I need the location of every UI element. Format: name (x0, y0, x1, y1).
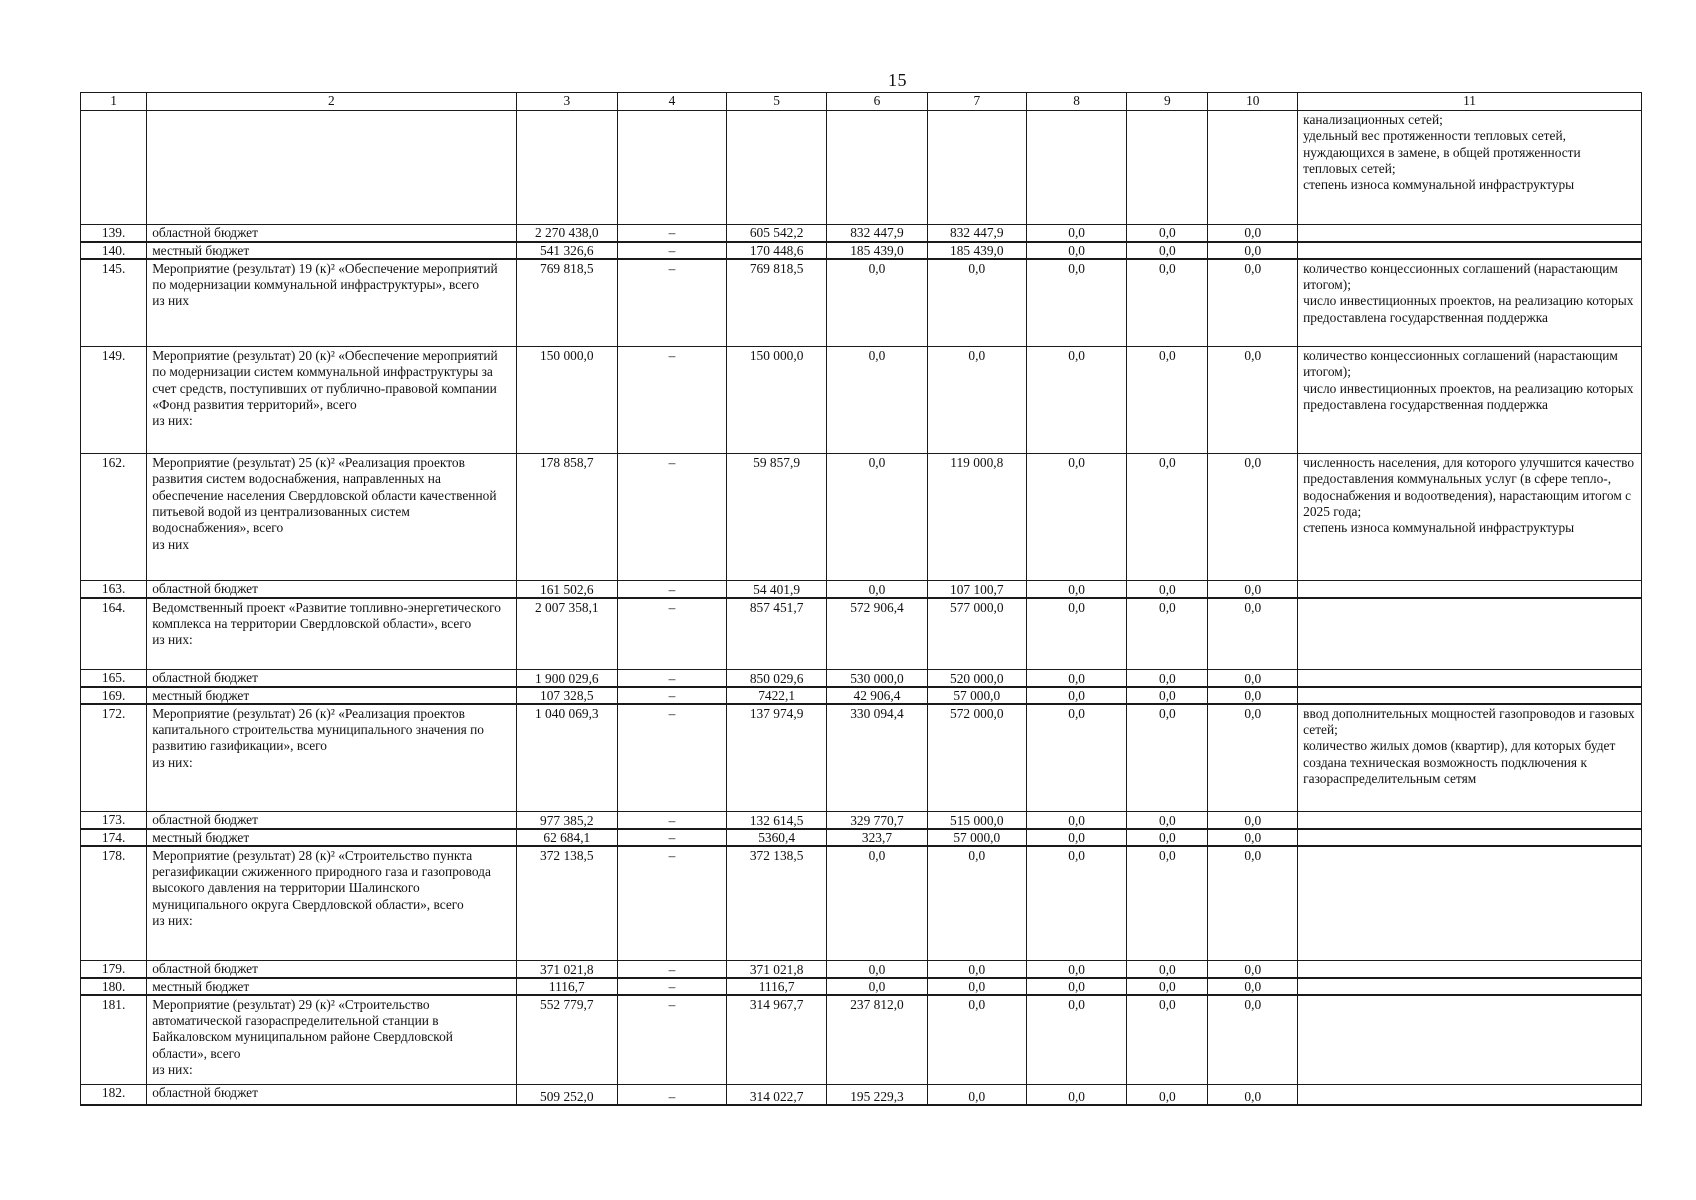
item-name: Ведомственный проект «Развитие топливно-энергетического комплекса на территории Свердловской области», всего из них: (147, 598, 516, 670)
amount-col-10: 0,0 (1208, 581, 1298, 598)
target-indicators (1298, 225, 1642, 242)
amount-col-8: 0,0 (1026, 225, 1126, 242)
budget-table (80, 92, 1642, 1106)
table-body (81, 111, 1642, 1105)
row-number: 164. (81, 598, 147, 670)
amount-col-4: – (618, 259, 727, 347)
page-number: 15 (888, 70, 907, 90)
amount-col-10: 0,0 (1208, 1085, 1298, 1105)
amount-col-6: 237 812,0 (827, 995, 927, 1085)
amount-col-7: 0,0 (927, 347, 1026, 454)
table-row (81, 978, 1642, 995)
amount-col-10: 0,0 (1208, 829, 1298, 846)
row-number: 182. (81, 1085, 147, 1105)
item-name: Мероприятие (результат) 28 (к)² «Строительство пункта регазификации сжиженного природного газа и газопровода высокого давления на территории Шалинского муниципального округа Свердловской области», всего из них: (147, 846, 516, 961)
column-header: 5 (726, 93, 826, 111)
amount-col-4: – (618, 670, 727, 687)
target-indicators (1298, 598, 1642, 670)
amount-col-5: 371 021,8 (726, 961, 826, 978)
amount-col-9: 0,0 (1127, 687, 1208, 704)
row-number: 172. (81, 704, 147, 812)
amount-col-5: 54 401,9 (726, 581, 826, 598)
row-number: 181. (81, 995, 147, 1085)
total-amount: 161 502,6 (516, 581, 617, 598)
target-indicators (1298, 670, 1642, 687)
amount-col-9: 0,0 (1127, 454, 1208, 581)
target-indicators (1298, 242, 1642, 259)
amount-col-4 (618, 111, 727, 225)
item-name: областной бюджет (147, 581, 516, 598)
row-number: 169. (81, 687, 147, 704)
target-indicators (1298, 846, 1642, 961)
amount-col-5: 1116,7 (726, 978, 826, 995)
amount-col-4: – (618, 961, 727, 978)
item-name: Мероприятие (результат) 29 (к)² «Строительство автоматической газораспределительной станции в Байкаловском муниципальном районе Свердловской области», всего из них: (147, 995, 516, 1085)
amount-col-4: – (618, 225, 727, 242)
amount-col-6 (827, 111, 927, 225)
target-indicators (1298, 812, 1642, 829)
amount-col-5: 850 029,6 (726, 670, 826, 687)
amount-col-6: 323,7 (827, 829, 927, 846)
row-number: 179. (81, 961, 147, 978)
amount-col-9: 0,0 (1127, 581, 1208, 598)
row-number: 140. (81, 242, 147, 259)
amount-col-9: 0,0 (1127, 812, 1208, 829)
amount-col-6: 0,0 (827, 581, 927, 598)
item-name: областной бюджет (147, 961, 516, 978)
amount-col-7: 185 439,0 (927, 242, 1026, 259)
amount-col-8: 0,0 (1026, 581, 1126, 598)
amount-col-6: 832 447,9 (827, 225, 927, 242)
amount-col-6: 195 229,3 (827, 1085, 927, 1105)
row-number: 178. (81, 846, 147, 961)
amount-col-7: 107 100,7 (927, 581, 1026, 598)
amount-col-5: 59 857,9 (726, 454, 826, 581)
amount-col-4: – (618, 598, 727, 670)
table-row (81, 581, 1642, 598)
amount-col-10: 0,0 (1208, 995, 1298, 1085)
amount-col-10: 0,0 (1208, 978, 1298, 995)
target-indicators: канализационных сетей; удельный вес протяженности тепловых сетей, нуждающихся в замене, в общей протяженности тепловых сетей; степень износа коммунальной инфраструктуры (1298, 111, 1642, 225)
amount-col-6: 42 906,4 (827, 687, 927, 704)
amount-col-8 (1026, 111, 1126, 225)
amount-col-5: 314 022,7 (726, 1085, 826, 1105)
amount-col-10: 0,0 (1208, 598, 1298, 670)
amount-col-7: 572 000,0 (927, 704, 1026, 812)
table-row (81, 829, 1642, 846)
table-row (81, 995, 1642, 1085)
amount-col-7: 0,0 (927, 978, 1026, 995)
target-indicators (1298, 978, 1642, 995)
amount-col-9: 0,0 (1127, 242, 1208, 259)
row-number: 165. (81, 670, 147, 687)
amount-col-9 (1127, 111, 1208, 225)
amount-col-4: – (618, 995, 727, 1085)
amount-col-9: 0,0 (1127, 598, 1208, 670)
amount-col-8: 0,0 (1026, 454, 1126, 581)
target-indicators: количество концессионных соглашений (нарастающим итогом); число инвестиционных проектов, на реализацию которых предоставлена государственная поддержка (1298, 259, 1642, 347)
amount-col-9: 0,0 (1127, 961, 1208, 978)
total-amount: 371 021,8 (516, 961, 617, 978)
item-name: областной бюджет (147, 812, 516, 829)
amount-col-10: 0,0 (1208, 812, 1298, 829)
amount-col-10: 0,0 (1208, 704, 1298, 812)
table-row (81, 347, 1642, 454)
amount-col-8: 0,0 (1026, 347, 1126, 454)
amount-col-10: 0,0 (1208, 846, 1298, 961)
total-amount: 2 270 438,0 (516, 225, 617, 242)
amount-col-7: 577 000,0 (927, 598, 1026, 670)
target-indicators (1298, 581, 1642, 598)
column-header: 4 (618, 93, 727, 111)
amount-col-4: – (618, 812, 727, 829)
amount-col-8: 0,0 (1026, 242, 1126, 259)
column-header: 6 (827, 93, 927, 111)
column-header: 9 (1127, 93, 1208, 111)
column-header: 3 (516, 93, 617, 111)
amount-col-5 (726, 111, 826, 225)
amount-col-9: 0,0 (1127, 225, 1208, 242)
target-indicators (1298, 961, 1642, 978)
table-row (81, 961, 1642, 978)
total-amount: 2 007 358,1 (516, 598, 617, 670)
target-indicators: ввод дополнительных мощностей газопроводов и газовых сетей; количество жилых домов (квартир), для которых будет создана техническая возможность подключения к газораспределительным сетям (1298, 704, 1642, 812)
amount-col-7: 0,0 (927, 259, 1026, 347)
column-header: 10 (1208, 93, 1298, 111)
amount-col-6: 0,0 (827, 978, 927, 995)
total-amount: 509 252,0 (516, 1085, 617, 1105)
item-name: Мероприятие (результат) 26 (к)² «Реализация проектов капитального строительства муниципального значения по развитию газификации», всего из них: (147, 704, 516, 812)
amount-col-7: 57 000,0 (927, 687, 1026, 704)
amount-col-10: 0,0 (1208, 961, 1298, 978)
table-row (81, 670, 1642, 687)
amount-col-6: 0,0 (827, 347, 927, 454)
total-amount: 769 818,5 (516, 259, 617, 347)
target-indicators (1298, 687, 1642, 704)
amount-col-9: 0,0 (1127, 829, 1208, 846)
item-name: местный бюджет (147, 829, 516, 846)
column-header: 1 (81, 93, 147, 111)
total-amount: 541 326,6 (516, 242, 617, 259)
amount-col-5: 372 138,5 (726, 846, 826, 961)
row-number: 163. (81, 581, 147, 598)
amount-col-5: 605 542,2 (726, 225, 826, 242)
item-name: Мероприятие (результат) 19 (к)² «Обеспечение мероприятий по модернизации коммунальной инфраструктуры», всего из них (147, 259, 516, 347)
amount-col-10: 0,0 (1208, 225, 1298, 242)
total-amount: 1 040 069,3 (516, 704, 617, 812)
amount-col-8: 0,0 (1026, 687, 1126, 704)
amount-col-6: 0,0 (827, 961, 927, 978)
amount-col-4: – (618, 1085, 727, 1105)
amount-col-6: 185 439,0 (827, 242, 927, 259)
amount-col-8: 0,0 (1026, 1085, 1126, 1105)
item-name: местный бюджет (147, 687, 516, 704)
amount-col-6: 0,0 (827, 846, 927, 961)
row-number (81, 111, 147, 225)
amount-col-10: 0,0 (1208, 259, 1298, 347)
table-row (81, 846, 1642, 961)
amount-col-4: – (618, 846, 727, 961)
table-row (81, 1085, 1642, 1105)
amount-col-5: 769 818,5 (726, 259, 826, 347)
amount-col-8: 0,0 (1026, 995, 1126, 1085)
amount-col-10: 0,0 (1208, 454, 1298, 581)
amount-col-5: 132 614,5 (726, 812, 826, 829)
total-amount (516, 111, 617, 225)
amount-col-5: 7422,1 (726, 687, 826, 704)
amount-col-5: 150 000,0 (726, 347, 826, 454)
amount-col-9: 0,0 (1127, 704, 1208, 812)
row-number: 139. (81, 225, 147, 242)
row-number: 174. (81, 829, 147, 846)
column-header: 7 (927, 93, 1026, 111)
column-header: 8 (1026, 93, 1126, 111)
amount-col-8: 0,0 (1026, 704, 1126, 812)
table-row (81, 812, 1642, 829)
amount-col-8: 0,0 (1026, 812, 1126, 829)
amount-col-4: – (618, 581, 727, 598)
amount-col-4: – (618, 242, 727, 259)
amount-col-5: 857 451,7 (726, 598, 826, 670)
total-amount: 1 900 029,6 (516, 670, 617, 687)
column-header: 11 (1298, 93, 1642, 111)
target-indicators (1298, 829, 1642, 846)
amount-col-9: 0,0 (1127, 995, 1208, 1085)
total-amount: 150 000,0 (516, 347, 617, 454)
table-row (81, 454, 1642, 581)
amount-col-6: 329 770,7 (827, 812, 927, 829)
total-amount: 1116,7 (516, 978, 617, 995)
total-amount: 178 858,7 (516, 454, 617, 581)
amount-col-6: 530 000,0 (827, 670, 927, 687)
table-row (81, 111, 1642, 225)
column-number-row (81, 93, 1642, 111)
amount-col-8: 0,0 (1026, 829, 1126, 846)
table-row (81, 687, 1642, 704)
amount-col-7 (927, 111, 1026, 225)
item-name: местный бюджет (147, 978, 516, 995)
amount-col-10: 0,0 (1208, 347, 1298, 454)
target-indicators: количество концессионных соглашений (нарастающим итогом); число инвестиционных проектов, на реализацию которых предоставлена государственная поддержка (1298, 347, 1642, 454)
amount-col-6: 572 906,4 (827, 598, 927, 670)
amount-col-4: – (618, 704, 727, 812)
amount-col-9: 0,0 (1127, 347, 1208, 454)
amount-col-4: – (618, 687, 727, 704)
column-header: 2 (147, 93, 516, 111)
table-row (81, 242, 1642, 259)
amount-col-8: 0,0 (1026, 259, 1126, 347)
amount-col-7: 832 447,9 (927, 225, 1026, 242)
item-name: местный бюджет (147, 242, 516, 259)
amount-col-7: 0,0 (927, 846, 1026, 961)
amount-col-9: 0,0 (1127, 670, 1208, 687)
amount-col-7: 520 000,0 (927, 670, 1026, 687)
table-row (81, 225, 1642, 242)
amount-col-4: – (618, 829, 727, 846)
amount-col-7: 0,0 (927, 961, 1026, 978)
target-indicators: численность населения, для которого улучшится качество предоставления коммунальных услуг (в сфере тепло-, водоснабжения и водоотведения), нарастающим итогом с 2025 года; степень износа коммунальной инфраструктуры (1298, 454, 1642, 581)
amount-col-8: 0,0 (1026, 846, 1126, 961)
table-row (81, 704, 1642, 812)
amount-col-4: – (618, 347, 727, 454)
item-name: Мероприятие (результат) 20 (к)² «Обеспечение мероприятий по модернизации систем коммунальной инфраструктуры за счет средств, поступивших от публично-правовой компании «Фонд развития территорий», всего из них: (147, 347, 516, 454)
amount-col-7: 57 000,0 (927, 829, 1026, 846)
amount-col-5: 137 974,9 (726, 704, 826, 812)
item-name: Мероприятие (результат) 25 (к)² «Реализация проектов развития систем водоснабжения, направленных на обеспечение населения Свердловской области качественной питьевой водой из централизованных систем водоснабжения», всего из них (147, 454, 516, 581)
amount-col-6: 330 094,4 (827, 704, 927, 812)
total-amount: 107 328,5 (516, 687, 617, 704)
amount-col-7: 0,0 (927, 1085, 1026, 1105)
amount-col-7: 119 000,8 (927, 454, 1026, 581)
row-number: 173. (81, 812, 147, 829)
total-amount: 552 779,7 (516, 995, 617, 1085)
amount-col-5: 314 967,7 (726, 995, 826, 1085)
amount-col-4: – (618, 978, 727, 995)
table-row (81, 259, 1642, 347)
amount-col-5: 5360,4 (726, 829, 826, 846)
amount-col-9: 0,0 (1127, 846, 1208, 961)
amount-col-6: 0,0 (827, 259, 927, 347)
item-name: областной бюджет (147, 1085, 516, 1105)
total-amount: 372 138,5 (516, 846, 617, 961)
row-number: 149. (81, 347, 147, 454)
amount-col-10 (1208, 111, 1298, 225)
amount-col-10: 0,0 (1208, 687, 1298, 704)
item-name: областной бюджет (147, 225, 516, 242)
total-amount: 62 684,1 (516, 829, 617, 846)
row-number: 145. (81, 259, 147, 347)
total-amount: 977 385,2 (516, 812, 617, 829)
amount-col-9: 0,0 (1127, 259, 1208, 347)
target-indicators (1298, 995, 1642, 1085)
table-row (81, 598, 1642, 670)
row-number: 162. (81, 454, 147, 581)
amount-col-8: 0,0 (1026, 598, 1126, 670)
item-name (147, 111, 516, 225)
amount-col-8: 0,0 (1026, 961, 1126, 978)
amount-col-8: 0,0 (1026, 670, 1126, 687)
amount-col-8: 0,0 (1026, 978, 1126, 995)
amount-col-9: 0,0 (1127, 1085, 1208, 1105)
amount-col-4: – (618, 454, 727, 581)
amount-col-5: 170 448,6 (726, 242, 826, 259)
target-indicators (1298, 1085, 1642, 1105)
amount-col-6: 0,0 (827, 454, 927, 581)
amount-col-10: 0,0 (1208, 242, 1298, 259)
item-name: областной бюджет (147, 670, 516, 687)
amount-col-7: 515 000,0 (927, 812, 1026, 829)
row-number: 180. (81, 978, 147, 995)
amount-col-7: 0,0 (927, 995, 1026, 1085)
amount-col-10: 0,0 (1208, 670, 1298, 687)
amount-col-9: 0,0 (1127, 978, 1208, 995)
